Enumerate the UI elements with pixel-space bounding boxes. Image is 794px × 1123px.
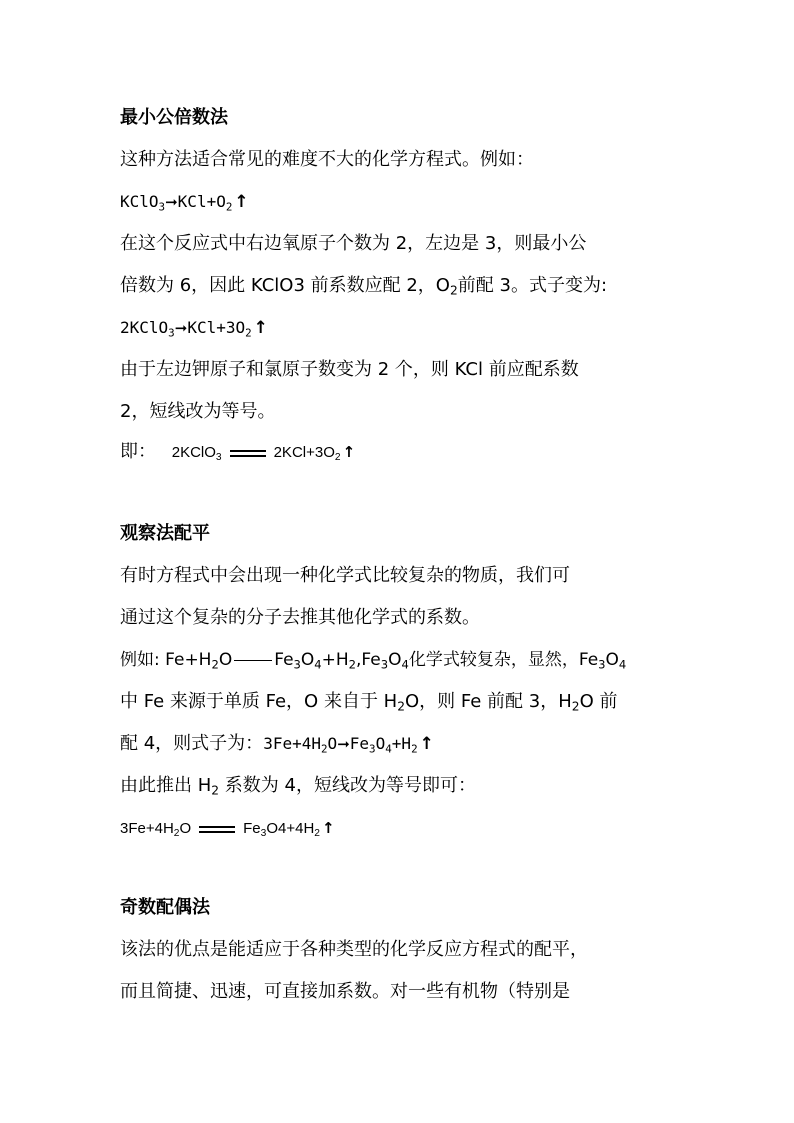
lcm-result-line <box>120 440 355 465</box>
result-label: 即： <box>120 441 156 462</box>
observation-paragraph1-line1: 有时方程式中会出现一种化学式比较复杂的物质，我们可 <box>120 565 570 586</box>
lcm-paragraph1-line1: 在这个反应式中右边氧原子个数为 2，左边是 3，则最小公 <box>120 233 587 254</box>
section-title-lcm: 最小公倍数法 <box>120 107 228 128</box>
observation-example-line: 例如: $Fe+H_2O$ $Fe_3O_4+H_2,Fe_3O_4$化学式较复杂，显然，$Fe_3O_4$ <box>120 650 627 672</box>
observation-line3: 配 4，则式子为：$3Fe+4H_2O➞Fe_3O_4+H_2$ ↑ <box>120 733 434 756</box>
equation-kclo3-decomposition: $KClO_3➞KCl+O_2$ ↑ <box>120 192 249 214</box>
equation-kclo3-intermediate: $2KClO_3➞KCl+3O_2$ ↑ <box>120 318 268 340</box>
arrow-up-icon: ↑ <box>253 318 268 338</box>
lcm-paragraph1-line2: 倍数为 6，因此 KClO3 前系数应配 2，$O_2$前配 3。式子变为: <box>120 275 608 298</box>
reaction-dash-icon <box>234 660 272 661</box>
odd-even-paragraph-line2: 而且简捷、迅速，可直接加系数。对一些有机物（特别是 <box>120 981 570 1002</box>
equals-sign-icon <box>199 826 235 833</box>
observation-paragraph1-line2: 通过这个复杂的分子去推其他化学式的系数。 <box>120 607 480 628</box>
section-title-odd-even: 奇数配偶法 <box>120 897 210 918</box>
lcm-paragraph2-line1: 由于左边钾原子和氯原子数变为 2 个，则 KCl 前应配系数 <box>120 359 579 380</box>
arrow-right-icon: ➞ <box>165 193 178 211</box>
arrow-right-icon: ➞ <box>337 735 350 753</box>
arrow-up-icon: ↑ <box>342 443 356 461</box>
arrow-up-icon: ↑ <box>419 734 434 754</box>
equation-kclo3-balanced: 2KClO$_3$ $2KCl+3O_2$ ↑ <box>172 444 355 461</box>
lcm-paragraph2-line2: 2，短线改为等号。 <box>120 401 276 422</box>
equation-fe-h2o-intermediate: $3Fe+4H_2O➞Fe_3O_4+H_2$ ↑ <box>263 734 434 756</box>
equals-sign-icon <box>230 450 266 457</box>
observation-line4: 由此推出 $H_2$ 系数为 4，短线改为等号即可： <box>120 775 476 798</box>
arrow-up-icon: ↑ <box>321 819 335 837</box>
arrow-up-icon: ↑ <box>234 192 249 212</box>
observation-line2: 中 Fe 来源于单质 Fe，O 来自于 $H_2O$，则 Fe 前配 3，$H_2O$ 前 <box>120 691 618 714</box>
odd-even-paragraph-line1: 该法的优点是能适应于各种类型的化学反应方程式的配平， <box>120 939 588 960</box>
section-title-observation: 观察法配平 <box>120 523 210 544</box>
arrow-right-icon: ➞ <box>174 319 188 337</box>
lcm-intro: 这种方法适合常见的难度不大的化学方程式。例如： <box>120 149 534 170</box>
equation-fe-h2o-balanced: $3Fe+4H_2O$ $Fe_3O4+4H_2$ ↑ <box>120 816 335 841</box>
